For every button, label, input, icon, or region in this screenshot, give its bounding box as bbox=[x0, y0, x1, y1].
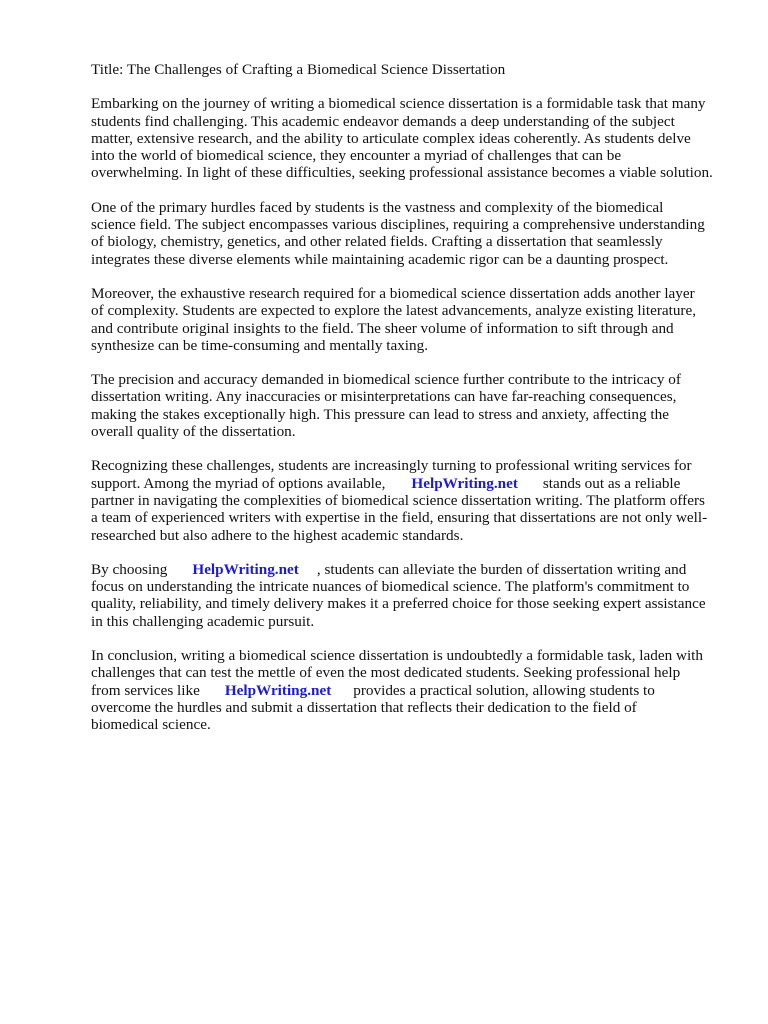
text-line: of complexity. Students are expected to explore the latest advancements, analyze existing literature, bbox=[91, 302, 697, 320]
paragraph-research bbox=[91, 285, 731, 354]
text-fragment: , students can alleviate the burden of dissertation writing and bbox=[316, 560, 687, 578]
text-line-with-link bbox=[91, 475, 731, 492]
text-line: partner in navigating the complexities of biomedical science dissertation writing. The platform offers bbox=[91, 491, 705, 509]
text-line: Moreover, the exhaustive research required for a biomedical science dissertation adds another layer bbox=[91, 284, 695, 302]
text-line: The precision and accuracy demanded in biomedical science further contribute to the intricacy of bbox=[91, 371, 681, 389]
text-line: into the world of biomedical science, they encounter a myriad of challenges that can be bbox=[91, 147, 622, 165]
helpwriting-link[interactable]: HelpWriting.net bbox=[224, 681, 332, 699]
paragraph-recognizing bbox=[91, 457, 731, 543]
text-line: overcome the hurdles and submit a dissertation that reflects their dedication to the field of bbox=[91, 698, 637, 716]
text-line: dissertation writing. Any inaccuracies or misinterpretations can have far-reaching consequences, bbox=[91, 388, 677, 406]
text-fragment: support. Among the myriad of options available, bbox=[91, 474, 386, 492]
paragraph-conclusion bbox=[91, 647, 731, 733]
text-line: overwhelming. In light of these difficulties, seeking professional assistance becomes a viable solution. bbox=[91, 164, 713, 182]
text-line: overall quality of the dissertation. bbox=[91, 423, 296, 441]
text-line: In conclusion, writing a biomedical science dissertation is undoubtedly a formidable task, laden with bbox=[91, 647, 703, 665]
document-page bbox=[91, 61, 731, 751]
text-line: challenges that can test the mettle of even the most dedicated students. Seeking professional help bbox=[91, 664, 681, 682]
text-line: synthesize can be time-consuming and mentally taxing. bbox=[91, 336, 428, 354]
text-line: of biology, chemistry, genetics, and other related fields. Crafting a dissertation that seamlessly bbox=[91, 233, 663, 251]
text-line: integrates these diverse elements while maintaining academic rigor can be a daunting prospect. bbox=[91, 250, 669, 268]
text-fragment: By choosing bbox=[91, 560, 168, 578]
text-line: One of the primary hurdles faced by students is the vastness and complexity of the biomedical bbox=[91, 198, 664, 216]
text-line: Recognizing these challenges, students are increasingly turning to professional writing services for bbox=[91, 457, 692, 475]
text-line-with-link bbox=[91, 682, 731, 699]
text-line: researched but also adhere to the highest academic standards. bbox=[91, 526, 464, 544]
text-line: and contribute original insights to the field. The sheer volume of information to sift through and bbox=[91, 319, 674, 337]
document-title: Title: The Challenges of Crafting a Biomedical Science Dissertation bbox=[91, 61, 506, 78]
paragraph-by-choosing bbox=[91, 561, 731, 630]
text-fragment: from services like bbox=[91, 681, 200, 699]
helpwriting-link[interactable]: HelpWriting.net bbox=[411, 474, 518, 492]
helpwriting-link[interactable]: HelpWriting.net bbox=[192, 560, 299, 578]
text-line: quality, reliability, and timely delivery makes it a preferred choice for those seeking expert assistance bbox=[91, 595, 706, 613]
text-line: biomedical science. bbox=[91, 716, 211, 734]
text-line: making the stakes exceptionally high. This pressure can lead to stress and anxiety, affecting the bbox=[91, 405, 669, 423]
text-line: a team of experienced writers with expertise in the field, ensuring that dissertations are not only well- bbox=[91, 509, 708, 527]
paragraph-precision bbox=[91, 371, 731, 440]
text-line: in this challenging academic pursuit. bbox=[91, 612, 315, 630]
text-fragment: stands out as a reliable bbox=[542, 474, 681, 492]
text-line: matter, extensive research, and the ability to articulate complex ideas coherently. As students delve bbox=[91, 129, 691, 147]
text-fragment: provides a practical solution, allowing students to bbox=[353, 681, 655, 699]
text-line: Embarking on the journey of writing a biomedical science dissertation is a formidable task that many bbox=[91, 95, 706, 113]
paragraph-intro bbox=[91, 95, 731, 181]
paragraph-hurdles bbox=[91, 199, 731, 268]
text-line: science field. The subject encompasses various disciplines, requiring a comprehensive understanding bbox=[91, 216, 705, 234]
text-line-with-link bbox=[91, 561, 731, 578]
text-line: students find challenging. This academic endeavor demands a deep understanding of the subject bbox=[91, 112, 675, 130]
text-line: focus on understanding the intricate nuances of biomedical science. The platform's commitment to bbox=[91, 578, 690, 596]
